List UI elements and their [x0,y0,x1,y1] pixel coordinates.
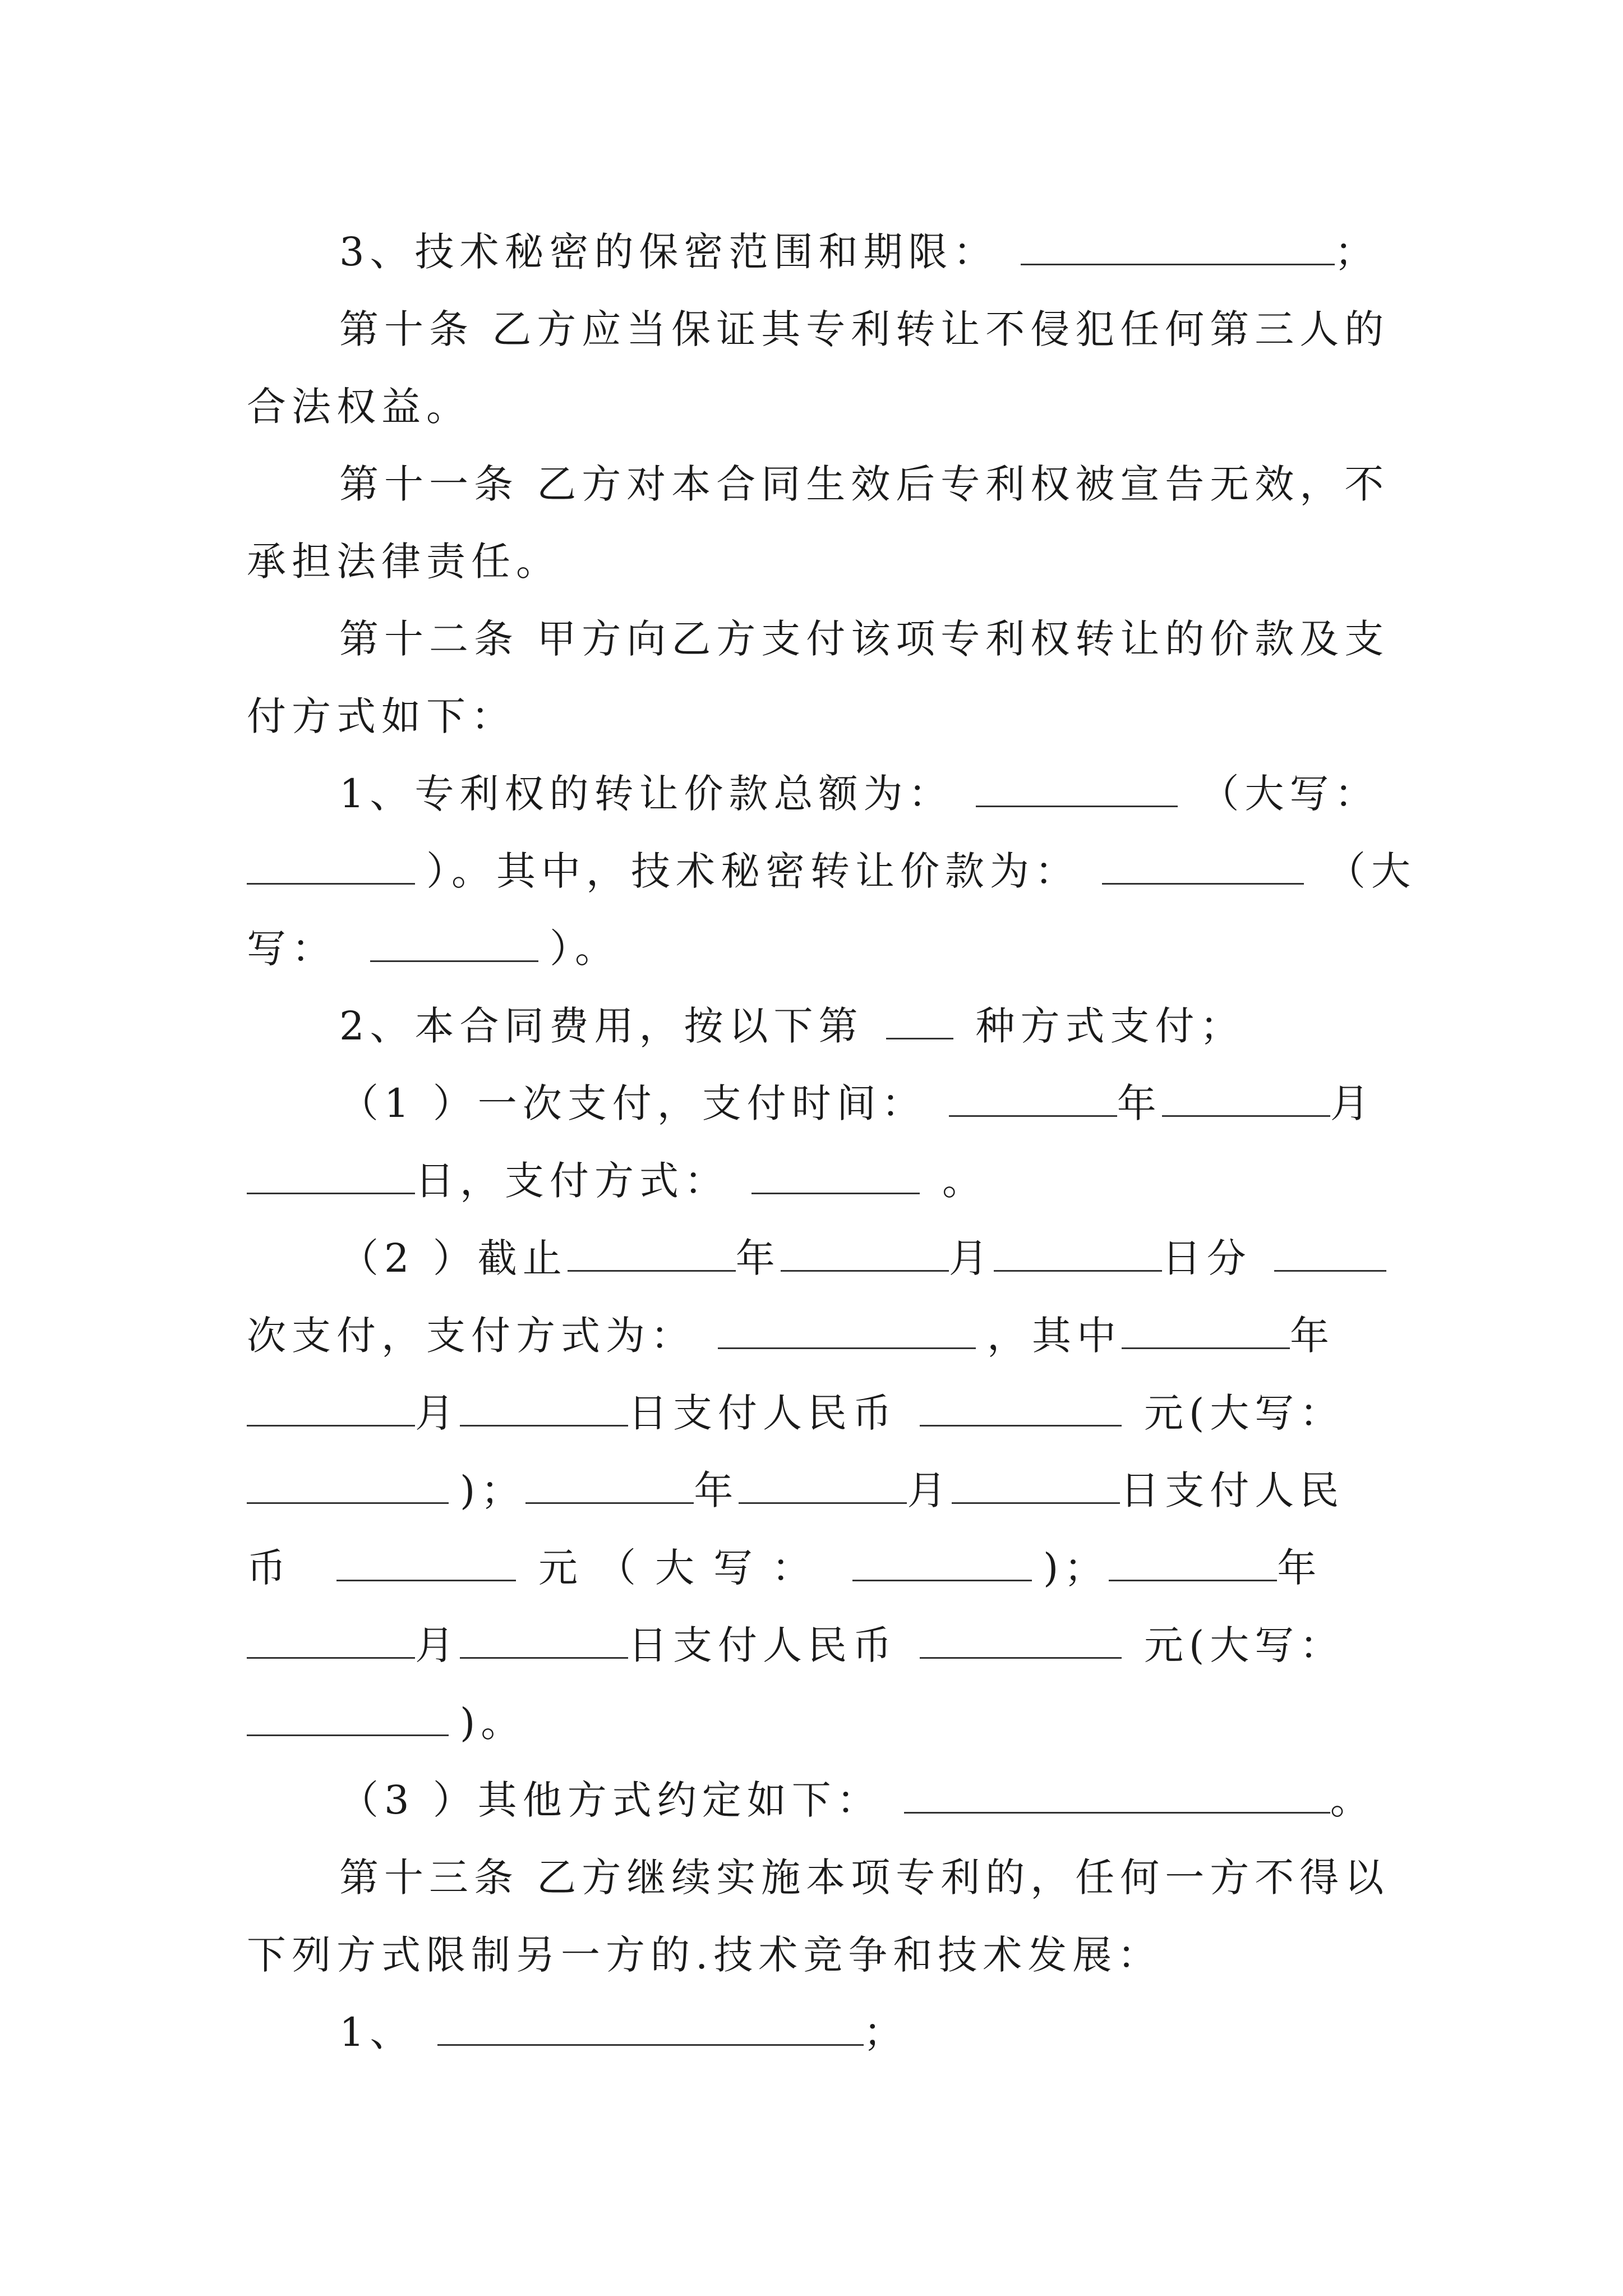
clause-punct: 。 [1330,1777,1375,1823]
clause-secret-scope [247,213,1385,291]
article-13-line-2: 下列方式限制另一方的.技术竞争和技术发展： [247,1932,1163,1978]
article-12-line-2: 付方式如下： [247,693,516,739]
yuan-uppercase-label: 元(大写： [1144,1390,1345,1436]
option-3-label: （3 ）其他方式约定如下： [339,1777,882,1823]
article-11-line-2: 承担法律责任。 [247,539,561,585]
day-label: 日分 [1161,1235,1252,1281]
blank-field[interactable] [247,1733,449,1736]
option-2-label: （2 ）截止 [339,1235,568,1281]
uppercase-label: （大 [1326,848,1416,894]
blank-field[interactable] [904,1811,1330,1814]
year-label: 年 [1117,1080,1162,1126]
blank-field[interactable] [1021,263,1335,265]
uppercase-label: 写： [247,926,336,972]
clause-punct: )。 [460,1700,526,1746]
option-1-line-1 [247,1065,1385,1142]
option-1-label: （1 ）一次支付，支付时间： [339,1080,926,1126]
clause-punct: ； [1334,229,1380,275]
blank-field[interactable] [370,959,538,962]
secret-price-label: ）。其中，技术秘密转让价款为： [426,848,1080,894]
article-13-line-1: 第十三条 乙方继续实施本项专利的，任何一方不得以 [339,1855,1390,1901]
clause-punct: 。 [942,1158,987,1204]
item-number: 1、 [339,2009,415,2055]
blank-field[interactable] [920,1656,1122,1659]
option-3-line [247,1761,1385,1839]
blank-field[interactable] [525,1501,694,1504]
clause-text: 3、技术秘密的保密范围和期限： [339,229,998,275]
day-pay-label: 日支付人民 [1120,1467,1345,1513]
option-2-line-5 [247,1529,1385,1607]
day-pay-label: 日支付人民币 [628,1622,897,1668]
blank-field[interactable] [852,1579,1032,1581]
blank-field[interactable] [247,1191,415,1194]
price-line-1 [247,755,1385,832]
blank-field[interactable] [949,1114,1117,1117]
option-2-line-1 [247,1220,1385,1297]
option-2-line-4 [247,1452,1385,1529]
day-pay-label: 日支付人民币 [628,1390,897,1436]
blank-field[interactable] [336,1579,516,1581]
month-label: 月 [948,1235,994,1281]
currency-label: 币 [247,1545,292,1591]
option-2-method-label: 次支付，支付方式为： [247,1313,695,1359]
yuan-uppercase-label: 元(大写： [1144,1622,1345,1668]
blank-field[interactable] [886,1037,953,1039]
blank-field[interactable] [952,1501,1120,1504]
uppercase-label: （大写： [1200,771,1380,817]
blank-field[interactable] [976,804,1178,807]
yuan-uppercase-label: 元（大写： [538,1545,830,1591]
blank-field[interactable] [247,882,415,885]
year-label: 年 [694,1467,739,1513]
blank-field[interactable] [920,1424,1122,1427]
option-2-line-2 [247,1297,1385,1374]
clause-punct: ）。 [550,926,620,972]
month-label: 月 [415,1390,460,1436]
price-total-label: 1、专利权的转让价款总额为： [339,771,953,817]
clause-punct: )； [1043,1545,1109,1591]
blank-field[interactable] [1102,882,1304,885]
blank-field[interactable] [1162,1114,1330,1117]
blank-field[interactable] [247,1424,415,1427]
blank-field[interactable] [247,1501,449,1504]
blank-field[interactable] [781,1269,949,1272]
document-page [247,213,1416,2071]
article-10-line-2: 合法权益。 [247,384,471,430]
blank-field[interactable] [437,2043,864,2046]
option-2-line-6 [247,1607,1385,1684]
blank-field[interactable] [568,1269,736,1272]
payment-method-line [247,987,1385,1065]
day-label: 日，支付方式： [415,1158,729,1204]
month-label: 月 [415,1622,460,1668]
blank-field[interactable] [1122,1346,1290,1349]
item-1-line [247,1994,1385,2071]
clause-punct: ； [863,2009,909,2055]
payment-method-label: 2、本合同费用，按以下第 [339,1003,864,1049]
blank-field[interactable] [751,1191,920,1194]
blank-field[interactable] [1109,1579,1277,1581]
year-label: 年 [1277,1545,1322,1591]
blank-field[interactable] [994,1269,1162,1272]
clause-punct: )； [460,1467,526,1513]
month-label: 月 [1330,1080,1375,1126]
blank-field[interactable] [247,1656,415,1659]
price-line-3 [247,910,1385,987]
blank-field[interactable] [718,1346,976,1349]
option-1-line-2 [247,1142,1385,1220]
year-label: 年 [735,1235,781,1281]
blank-field[interactable] [739,1501,907,1504]
option-2-among-label: ，其中 [987,1313,1122,1359]
article-10-line-1: 第十条 乙方应当保证其专利转让不侵犯任何第三人的 [339,306,1390,352]
payment-method-suffix: 种方式支付； [975,1003,1245,1049]
option-2-line-7 [247,1684,1385,1761]
option-2-line-3 [247,1374,1385,1452]
price-line-2 [247,832,1416,910]
blank-field[interactable] [460,1656,628,1659]
month-label: 月 [907,1467,952,1513]
year-label: 年 [1290,1313,1335,1359]
blank-field[interactable] [1274,1269,1386,1272]
article-12-line-1: 第十二条 甲方向乙方支付该项专利权转让的价款及支 [339,616,1390,662]
article-11-line-1: 第十一条 乙方对本合同生效后专利权被宣告无效，不 [339,461,1390,507]
blank-field[interactable] [460,1424,628,1427]
